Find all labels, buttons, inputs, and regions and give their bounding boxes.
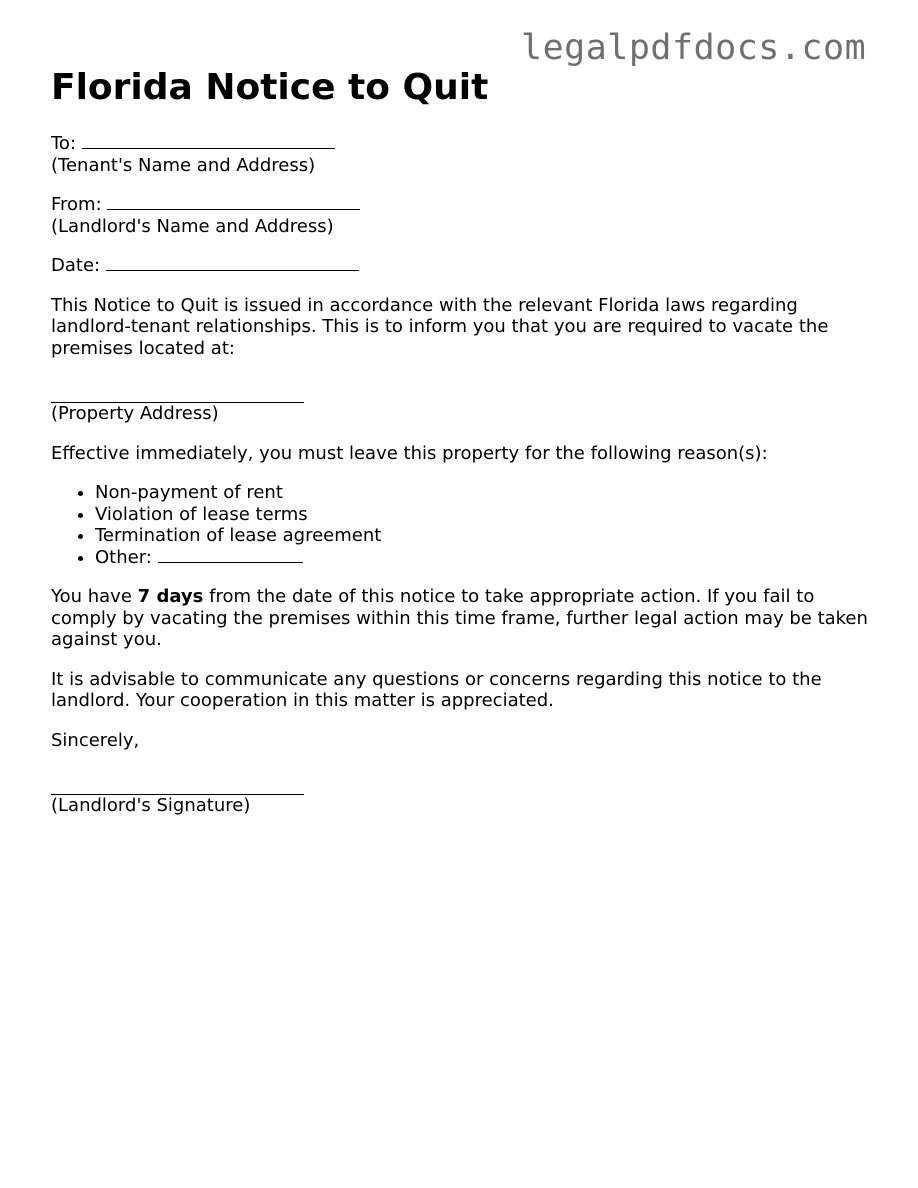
deadline-suffix: from the date of this notice to take appropriate action. If you fail to comply by vacating the premises within this time frame, further legal action may be taken against you.: [51, 586, 868, 650]
property-address-block: [51, 387, 881, 425]
reasons-intro: Effective immediately, you must leave this property for the following reason(s):: [51, 442, 768, 464]
other-reason-label: Other:: [95, 546, 152, 568]
to-caption: (Tenant's Name and Address): [51, 154, 316, 176]
signature-caption: (Landlord's Signature): [51, 795, 251, 816]
document-page: [51, 66, 881, 817]
reasons-list: [51, 482, 881, 568]
list-item: • Termination of lease agreement: [95, 525, 881, 547]
document-title: Florida Notice to Quit: [51, 67, 489, 108]
date-label: Date:: [51, 255, 101, 276]
list-item: [95, 547, 881, 569]
deadline-prefix: You have: [51, 586, 132, 607]
intro-paragraph: This Notice to Quit is issued in accordance with the relevant Florida laws regarding landlord-tenant relationships. This is to inform you that you are required to vacate the premises located at:: [51, 294, 829, 359]
deadline-days: 7 days: [137, 586, 204, 607]
date-blank-line: [106, 255, 359, 271]
to-block: [51, 133, 881, 176]
from-caption: (Landlord's Name and Address): [51, 215, 334, 237]
to-label: To:: [51, 133, 77, 154]
watermark: legalpdfdocs.com: [521, 28, 867, 68]
to-blank-line: [82, 133, 335, 149]
property-address-caption: (Property Address): [51, 403, 219, 424]
deadline-paragraph: [51, 586, 881, 651]
signature-block: [51, 779, 881, 817]
signature-blank-line: [51, 779, 304, 795]
property-address-blank-line: [51, 387, 304, 403]
list-item: • Violation of lease terms: [95, 504, 881, 526]
from-block: [51, 194, 881, 237]
from-label: From:: [51, 194, 102, 215]
other-reason-blank-line: [158, 547, 303, 563]
date-block: [51, 255, 881, 277]
list-item: • Non-payment of rent: [95, 482, 881, 504]
from-blank-line: [107, 194, 360, 210]
advice-paragraph: It is advisable to communicate any questions or concerns regarding this notice to the landlord. Your cooperation in this matter is appreciated.: [51, 668, 822, 711]
closing: Sincerely,: [51, 729, 140, 751]
